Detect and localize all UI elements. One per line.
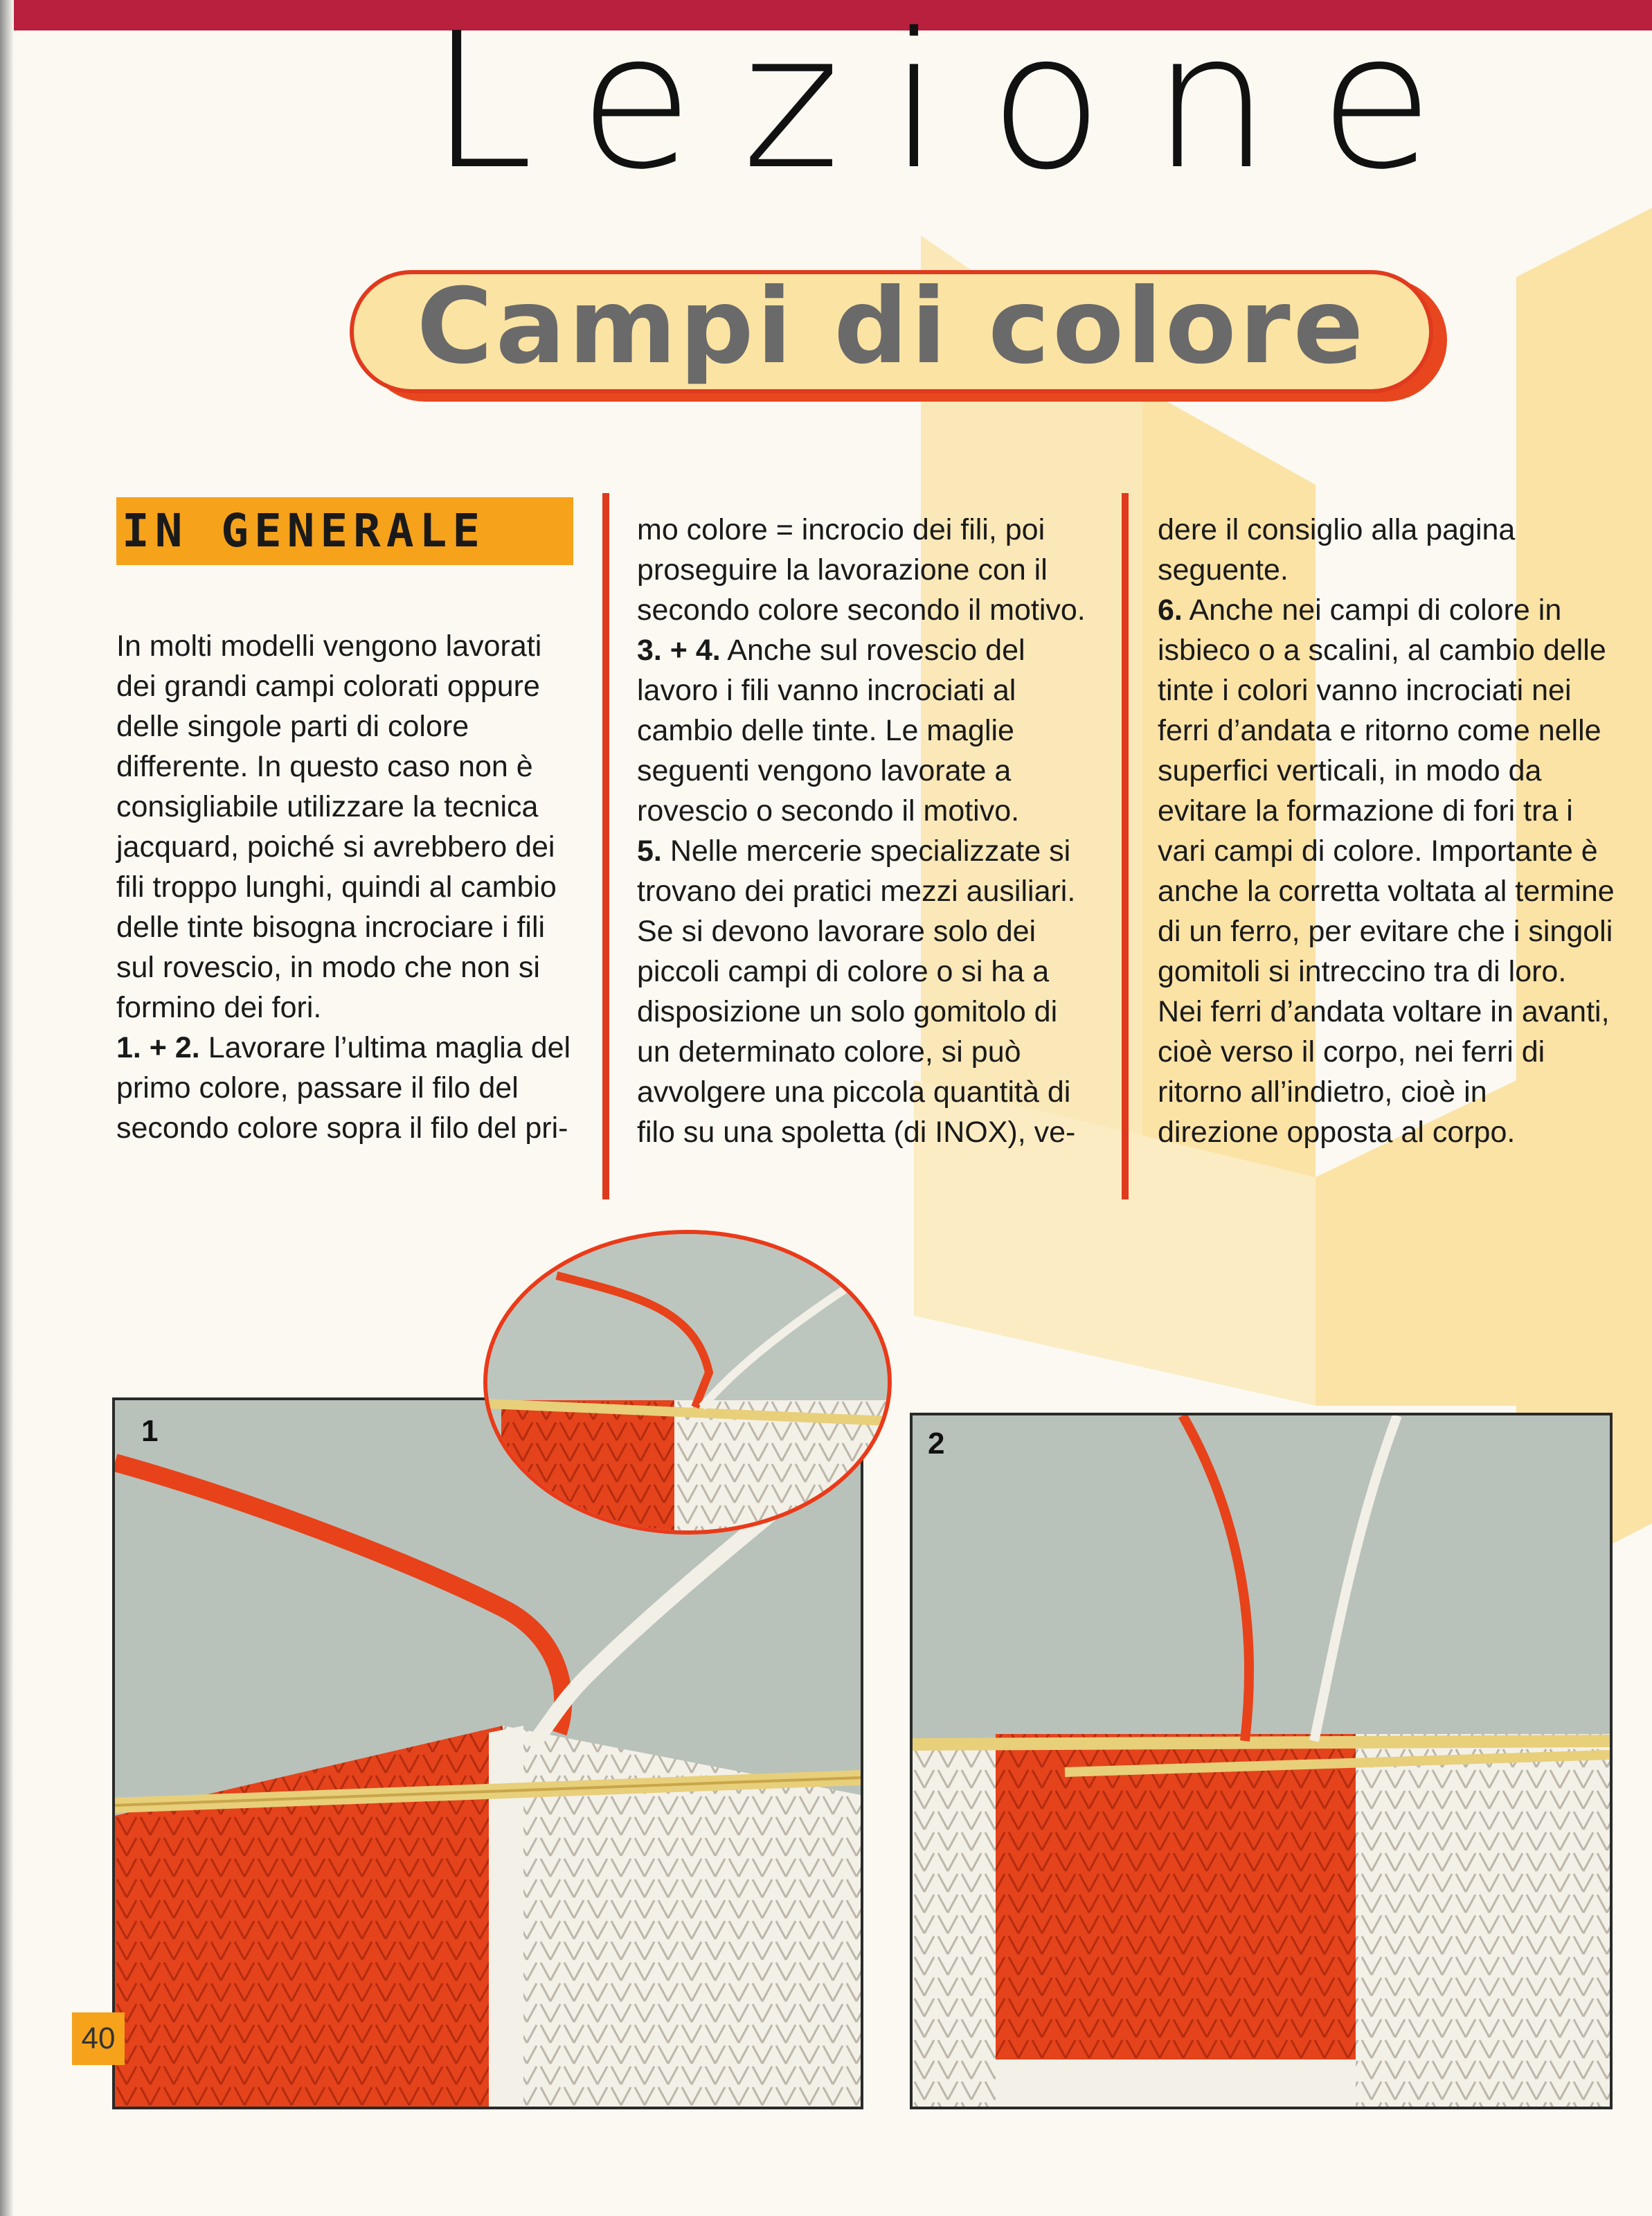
text-column-3	[1158, 510, 1615, 1152]
step-number: 5.	[637, 834, 662, 868]
text-column-2	[637, 510, 1097, 1152]
paragraph: mo colore = incrocio dei fili, poi proseguire la lavorazione con il secondo colore secondo il motivo.	[637, 513, 1086, 627]
photo-number: 2	[928, 1427, 945, 1460]
paragraph	[637, 831, 1097, 1152]
page-subtitle: Campi di colore	[416, 267, 1367, 387]
column-divider	[602, 493, 609, 1199]
paragraph	[637, 630, 1097, 831]
page-title: Lezione	[429, 0, 1482, 211]
knitting-photo-2	[910, 1413, 1613, 2109]
paragraph	[1158, 590, 1615, 1152]
step-number: 6.	[1158, 593, 1183, 627]
section-heading: IN GENERALE	[116, 497, 573, 565]
step-number: 1. + 2.	[116, 1031, 200, 1064]
page-number: 40	[72, 2012, 125, 2065]
step-number: 3. + 4.	[637, 634, 721, 667]
paragraph-text: Anche nei campi di colore in isbieco o a scalini, al cambio delle tinte i colori vanno incrociati nei ferri d’andata e ritorno come nelle superfici verticali, in modo da evitare la formazione di fori tra i vari campi di colore. Importante è anche la corretta voltata al termine di un ferro, per evitare che i singoli gomitoli si intreccino tra di loro. Nei ferri d’andata voltare in avanti, cioè verso il corpo, nei ferri di ritorno all’indietro, cioè in direzione opposta al corpo.	[1158, 593, 1615, 1149]
paragraph-text: Lavorare l’ultima maglia del primo colore, passare il filo del secondo colore sopra il filo del pri-	[116, 1031, 571, 1145]
paragraph	[116, 1028, 577, 1148]
paragraph: In molti modelli vengono lavorati dei grandi campi colorati oppure delle singole parti di colore differente. In questo caso non è consigliabile utilizzare la tecnica jacquard, poiché si avrebbero dei fili troppo lunghi, quindi al cambio delle tinte bisogna incrociare i fili sul rovescio, in modo che non si formino dei fori.	[116, 629, 557, 1024]
detail-inset-photo	[483, 1230, 892, 1535]
paragraph-text: Anche sul rovescio del lavoro i fili vanno incrociati al cambio delle tinte. Le maglie seguenti vengono lavorate a rovescio o secondo il motivo.	[637, 634, 1025, 828]
text-column-1	[116, 626, 577, 1148]
paragraph-text: Nelle mercerie specializzate si trovano dei pratici mezzi ausiliari. Se si devono lavorare solo dei piccoli campi di colore o si ha a disposizione un solo gomitolo di un determinato colore, si può avvolgere una piccola quantità di filo su una spoletta (di INOX), ve-	[637, 834, 1076, 1149]
photo-number: 1	[141, 1414, 159, 1448]
paragraph: dere il consiglio alla pagina seguente.	[1158, 513, 1516, 587]
column-divider	[1122, 493, 1129, 1199]
